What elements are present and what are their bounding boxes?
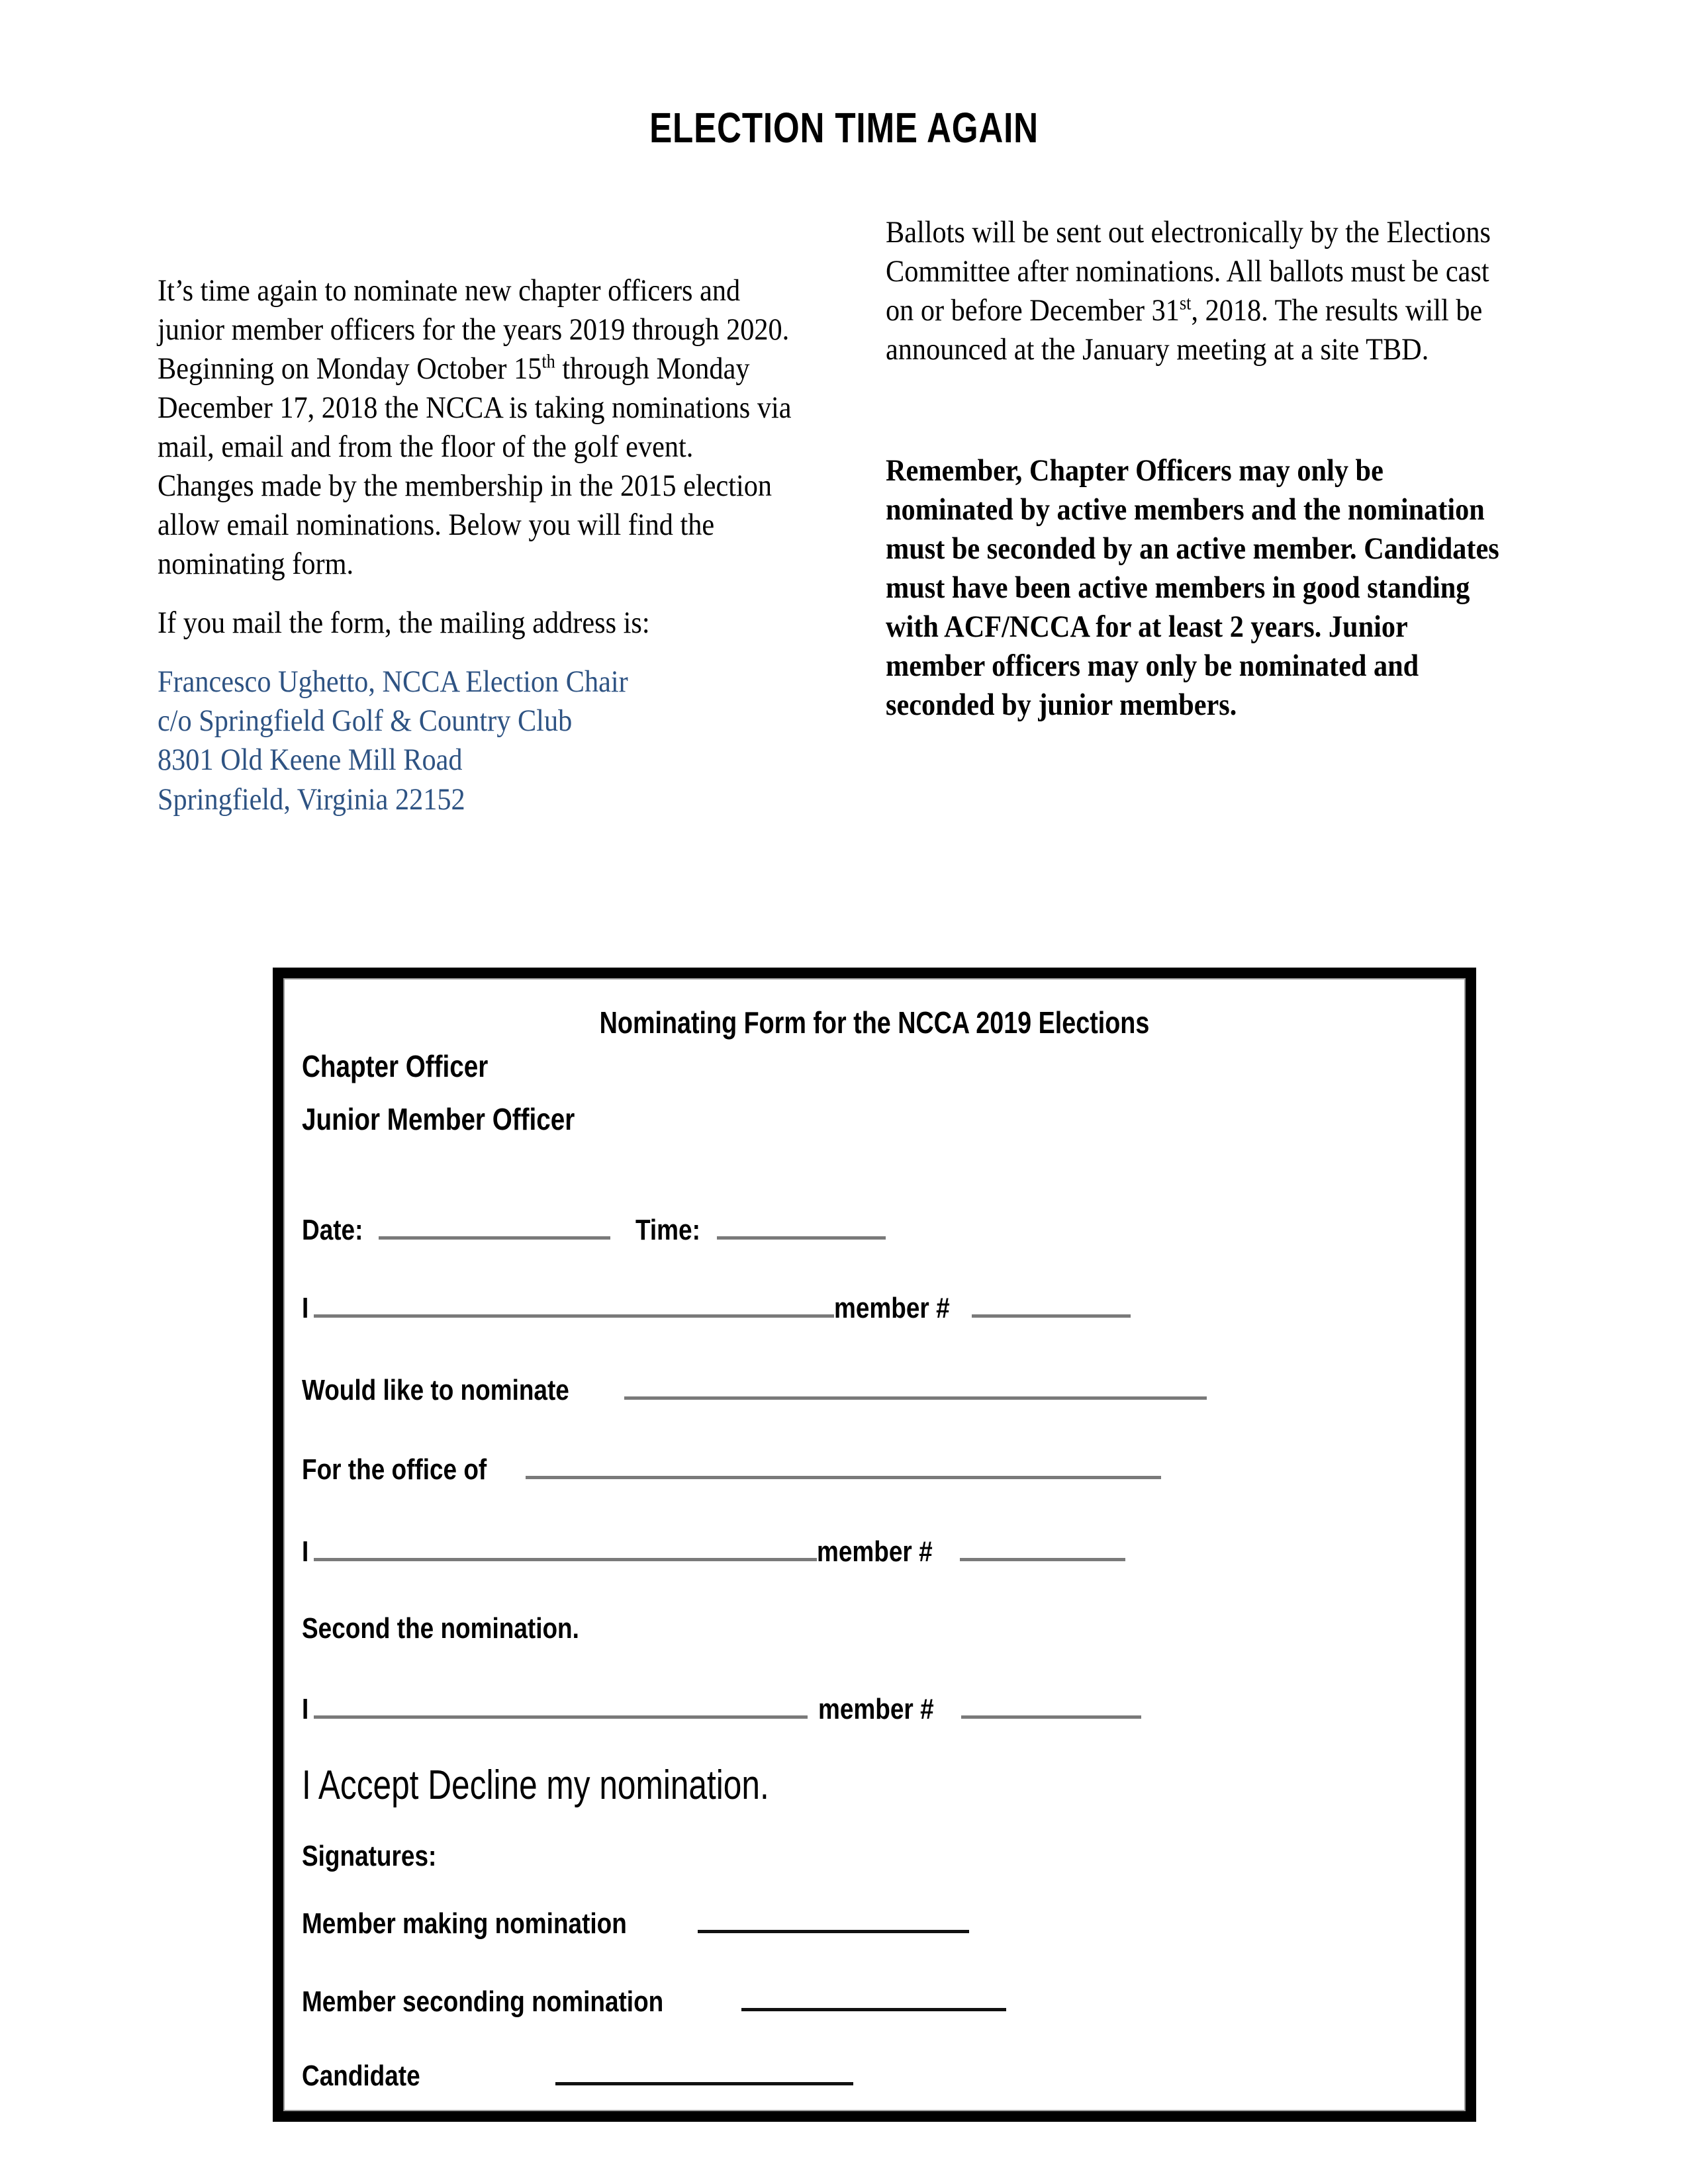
second-the-nomination-label: Second the nomination. bbox=[302, 1612, 579, 1645]
nominating-form-box bbox=[273, 968, 1476, 2122]
form-second-statement-row bbox=[302, 1612, 632, 1645]
form-officer-type-chapter bbox=[302, 1048, 524, 1084]
form-title: Nominating Form for the NCCA 2019 Elections bbox=[599, 1005, 1150, 1040]
candidate-i-label: I bbox=[302, 1693, 309, 1725]
form-signature-making-row bbox=[302, 1905, 969, 1940]
junior-member-officer-label: Junior Member Officer bbox=[302, 1102, 575, 1136]
ballots-paragraph bbox=[886, 213, 1508, 369]
member-seconding-nomination-blank[interactable] bbox=[741, 1983, 1006, 2011]
seconder-i-label: I bbox=[302, 1535, 309, 1568]
seconder-name-blank[interactable] bbox=[314, 1533, 817, 1561]
seconder-member-number-blank[interactable] bbox=[960, 1533, 1125, 1561]
intro-paragraph bbox=[158, 271, 793, 584]
date-label: Date: bbox=[302, 1214, 363, 1246]
form-signatures-heading bbox=[302, 1840, 462, 1873]
ballots-text-part1: Ballots will be sent out electronically by the Elections Committee after nominations. All ballots must be cast on or before December 31 bbox=[886, 215, 1491, 328]
candidate-member-number-blank[interactable] bbox=[961, 1690, 1141, 1719]
member-seconding-nomination-label: Member seconding nomination bbox=[302, 1985, 664, 2018]
seconder-member-number-label: member # bbox=[817, 1535, 933, 1568]
intro-paragraph-part1: It’s time again to nominate new chapter officers and junior member officers for the years 2019 through 2020. Beginning on Monday October 15 bbox=[158, 273, 790, 386]
member-making-nomination-label: Member making nomination bbox=[302, 1907, 627, 1940]
address-line-2: c/o Springfield Golf & Country Club bbox=[158, 704, 573, 739]
column-spacer bbox=[886, 389, 1508, 432]
time-label: Time: bbox=[635, 1214, 700, 1246]
form-nominate-row bbox=[302, 1371, 1207, 1407]
left-column bbox=[158, 271, 793, 819]
ballots-text-part2: , 2018. The results will be announced at the January meeting at a site TBD. bbox=[886, 293, 1483, 367]
signatures-label: Signatures: bbox=[302, 1840, 437, 1872]
form-signature-candidate-row bbox=[302, 2057, 853, 2093]
candidate-signature-label: Candidate bbox=[302, 2060, 420, 2092]
form-office-row bbox=[302, 1451, 1161, 1486]
nominator-name-blank[interactable] bbox=[314, 1289, 834, 1318]
nominator-member-number-label: member # bbox=[834, 1292, 950, 1324]
candidate-signature-blank[interactable] bbox=[555, 2057, 853, 2085]
nominating-form-content bbox=[283, 978, 1466, 2111]
intro-paragraph-part2: through Monday December 17, 2018 the NCCA is taking nominations via mail, email and from the floor of the golf event. Changes made by the membership in the 2015 election allow email nominations. Below you will find the nominating form. bbox=[158, 351, 792, 581]
would-like-to-nominate-label: Would like to nominate bbox=[302, 1374, 569, 1406]
address-line-1: Francesco Ughetto, NCCA Election Chair bbox=[158, 664, 628, 699]
member-making-nomination-blank[interactable] bbox=[698, 1905, 969, 1933]
nominator-i-label: I bbox=[302, 1292, 309, 1324]
mail-lead-text: If you mail the form, the mailing address is: bbox=[158, 605, 650, 640]
accept-decline-label[interactable]: I Accept Decline my nomination. bbox=[302, 1762, 769, 1808]
time-input-blank[interactable] bbox=[717, 1211, 886, 1240]
nominator-member-number-blank[interactable] bbox=[972, 1289, 1131, 1318]
form-nominator-row bbox=[302, 1289, 1131, 1325]
nominee-name-blank[interactable] bbox=[624, 1371, 1207, 1400]
remember-paragraph: Remember, Chapter Officers may only be nominated by active members and the nomination must be seconded by an active member. Candidates must have been active members in good standing with ACF/NCCA for at least 2 years. Junior member officers may only be nominated and seconded by junior members. bbox=[886, 453, 1499, 722]
intro-ordinal-suffix: th bbox=[541, 351, 555, 373]
form-officer-type-junior bbox=[302, 1101, 627, 1137]
for-the-office-of-label: For the office of bbox=[302, 1453, 487, 1486]
office-blank[interactable] bbox=[526, 1451, 1161, 1479]
ballots-ordinal-suffix: st bbox=[1179, 293, 1192, 314]
right-column bbox=[886, 213, 1508, 725]
address-line-4: Springfield, Virginia 22152 bbox=[158, 782, 465, 817]
date-input-blank[interactable] bbox=[379, 1211, 610, 1240]
candidate-name-blank[interactable] bbox=[314, 1690, 808, 1719]
candidate-member-number-label: member # bbox=[818, 1693, 934, 1725]
chapter-officer-label: Chapter Officer bbox=[302, 1049, 489, 1083]
page-title: ELECTION TIME AGAIN bbox=[649, 104, 1039, 152]
form-seconder-row bbox=[302, 1533, 1125, 1569]
form-accept-decline-row[interactable] bbox=[302, 1762, 886, 1809]
form-signature-seconding-row bbox=[302, 1983, 1006, 2019]
form-date-time-row bbox=[302, 1211, 886, 1247]
form-candidate-row bbox=[302, 1690, 1141, 1726]
address-line-3: 8301 Old Keene Mill Road bbox=[158, 743, 463, 778]
mail-lead-paragraph bbox=[158, 604, 793, 643]
mailing-address-block bbox=[158, 662, 793, 819]
